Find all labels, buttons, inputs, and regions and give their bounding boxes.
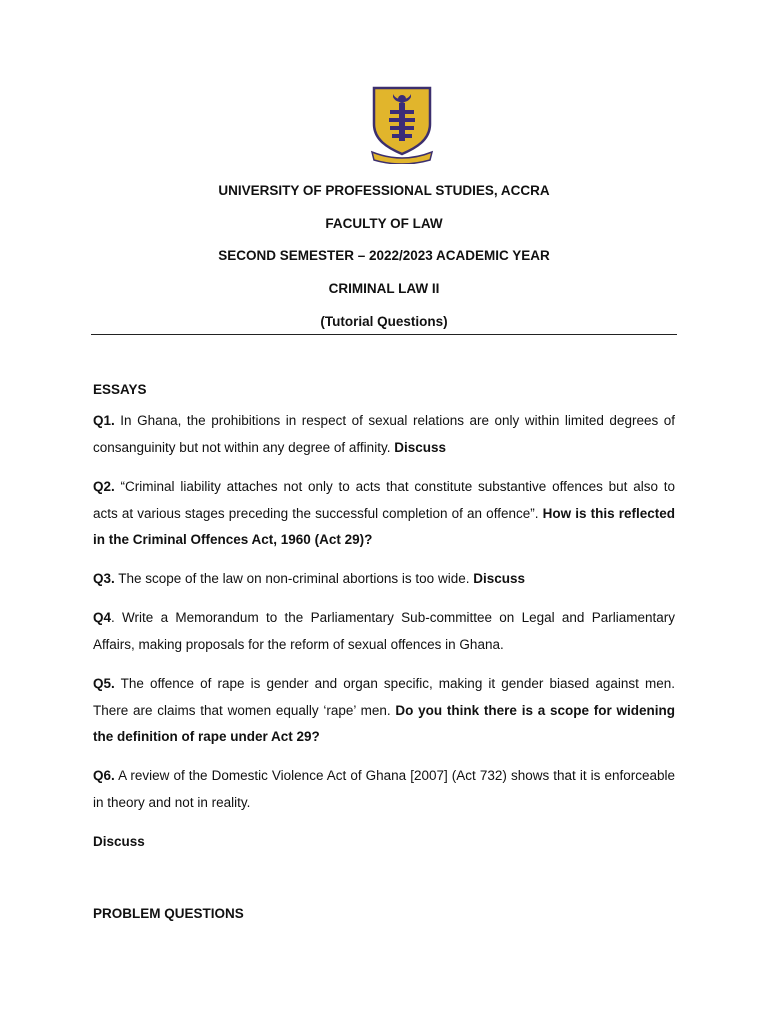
- essay-question-2: [93, 474, 675, 554]
- question-text: The offence of rape is gender and organ specific, making it gender biased against men. There are claims that women equally ‘rape’ men.: [93, 676, 675, 718]
- question-instruction: Discuss: [394, 439, 446, 455]
- question-number: Q4: [93, 610, 112, 625]
- essay-question-3: [93, 566, 675, 593]
- question-number: Q6.: [93, 768, 115, 783]
- question-instruction: Do you think there is a scope for widening the definition of rape under Act 29?: [93, 702, 675, 744]
- question-instruction: Discuss: [473, 571, 525, 586]
- semester-heading: SECOND SEMESTER – 2022/2023 ACADEMIC YEAR: [218, 248, 550, 263]
- document-subtitle: (Tutorial Questions): [320, 314, 448, 329]
- university-crest-logo: [370, 84, 434, 164]
- question-number: Q3.: [93, 571, 115, 586]
- essay-question-5: [93, 671, 675, 751]
- essay-question-4: [93, 605, 675, 658]
- essay-question-1: [93, 408, 675, 461]
- question-instruction: How is this reflected in the Criminal Offences Act, 1960 (Act 29)?: [93, 505, 675, 547]
- course-title: CRIMINAL LAW II: [328, 281, 440, 296]
- question-number: Q5.: [93, 676, 115, 691]
- question-text: . Write a Memorandum to the Parliamentary Sub-committee on Legal and Parliamentary Affairs, making proposals for the reform of sexual offences in Ghana.: [93, 610, 675, 652]
- essay-question-6: [93, 763, 675, 816]
- problem-questions-section-title: PROBLEM QUESTIONS: [93, 906, 244, 921]
- question-text: “Criminal liability attaches not only to acts that constitute substantive offences but also to acts at various stages preceding the successful completion of an offence”.: [93, 479, 675, 521]
- question-number: Q1.: [93, 413, 115, 428]
- question-number: Q2.: [93, 479, 115, 494]
- essay-closing-instruction: Discuss: [93, 834, 145, 849]
- essays-section-title: ESSAYS: [93, 382, 147, 397]
- university-name: UNIVERSITY OF PROFESSIONAL STUDIES, ACCRA: [218, 183, 550, 198]
- question-text: The scope of the law on non-criminal abortions is too wide.: [114, 571, 474, 586]
- header-divider: [91, 334, 677, 335]
- faculty-name: FACULTY OF LAW: [325, 216, 443, 231]
- question-text: A review of the Domestic Violence Act of Ghana [2007] (Act 732) shows that it is enforceable in theory and not in reality.: [93, 768, 675, 810]
- question-text: In Ghana, the prohibitions in respect of sexual relations are only within limited degrees of consanguinity but not within any degree of affinity.: [93, 413, 675, 455]
